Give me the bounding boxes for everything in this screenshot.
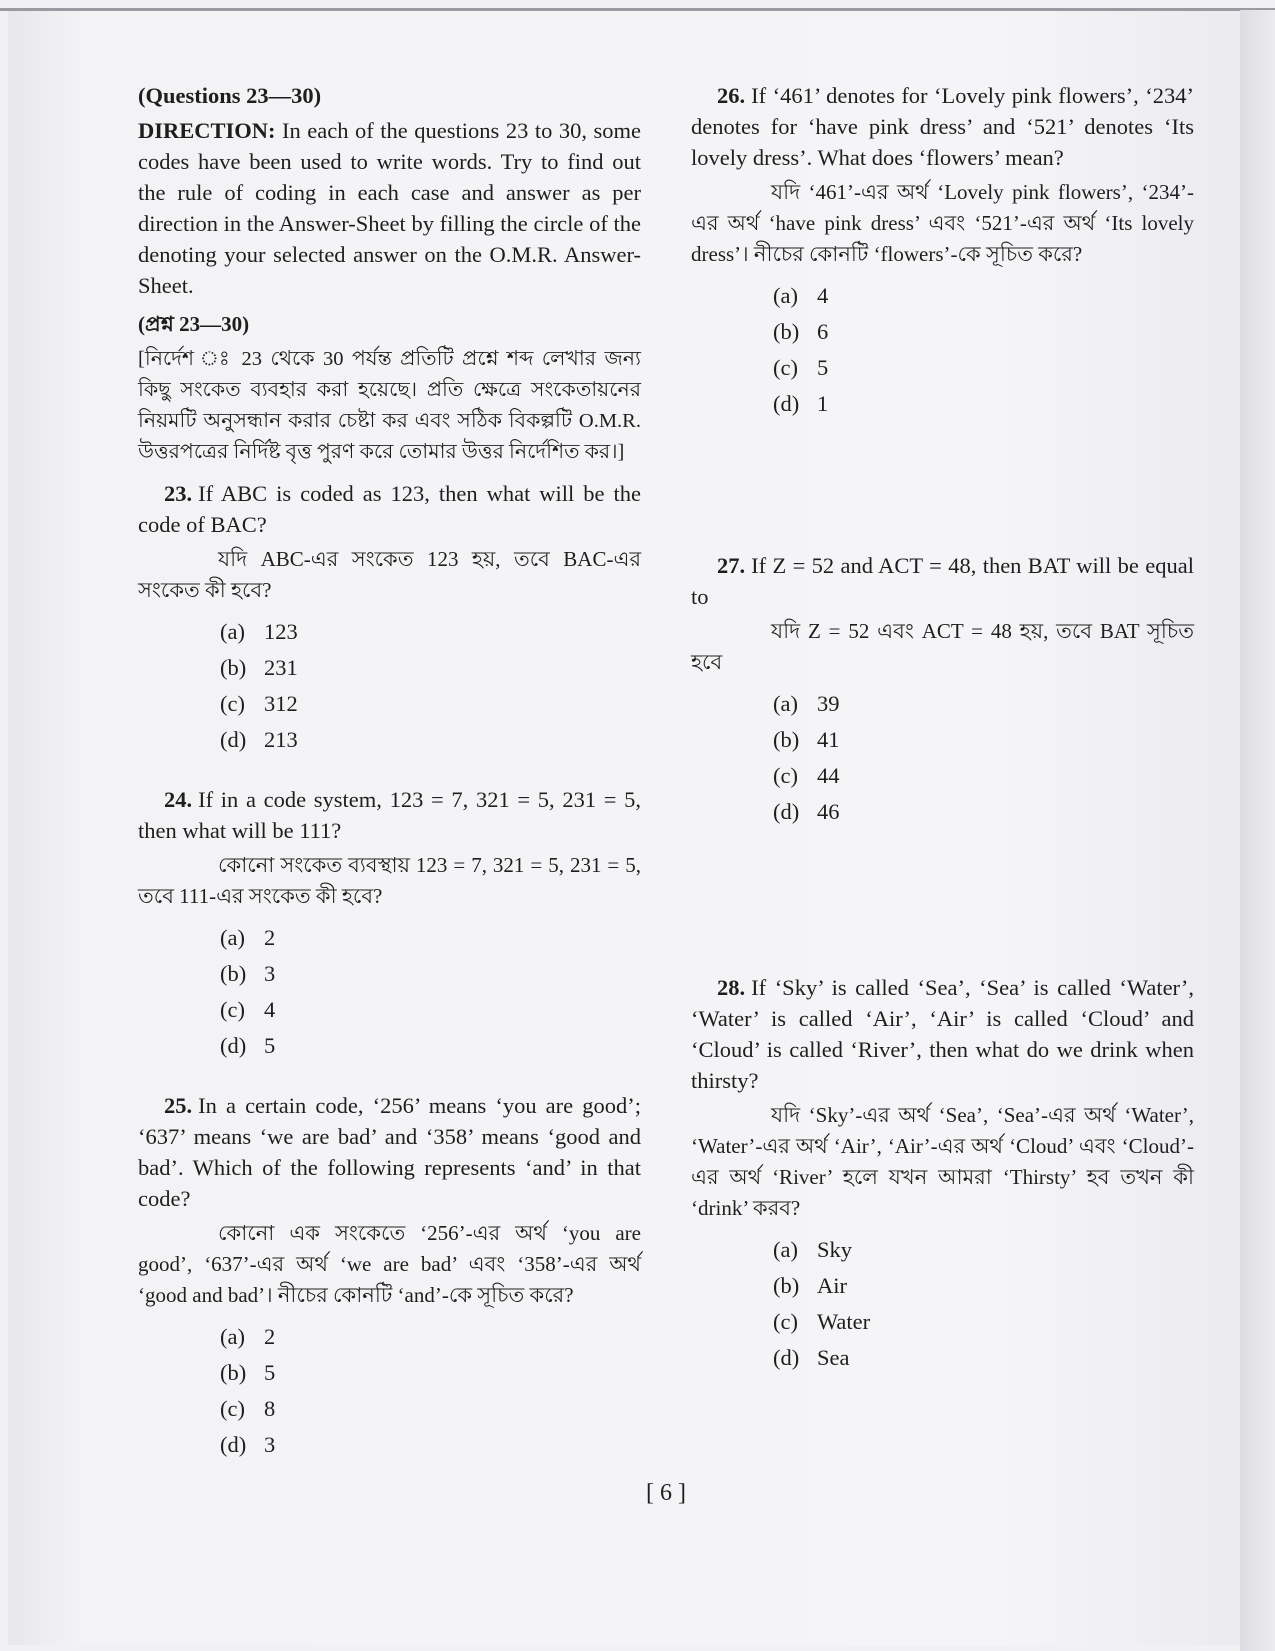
options-list (773, 278, 1194, 422)
question-bengali: কোনো এক সংকেতে ‘256’-এর অর্থ ‘you are good’, ‘637’-এর অর্থ ‘we are bad’ এবং ‘358’-এর অর্থ ‘good and bad’। নীচের কোনটি ‘and’-কে সূচিত করে? (138, 1221, 641, 1307)
option-label: (d) (220, 1432, 247, 1457)
options-list (773, 686, 1194, 830)
option-value: Air (817, 1273, 847, 1298)
top-edge-rule (0, 8, 1275, 11)
option-label: (b) (773, 1273, 800, 1298)
direction-text: In each of the questions 23 to 30, some codes have been used to write words. Try to find out the rule of coding in each case and answer as per direction in the Answer-Sheet by filling the circle of the denoting your selected answer on the O.M.R. Answer-Sheet. (138, 118, 641, 298)
option-c[interactable] (773, 350, 1194, 386)
question-english: If ABC is coded as 123, then what will be the code of BAC? (138, 481, 641, 537)
options-list (773, 1232, 1194, 1376)
question-bengali: যদি Z = 52 এবং ACT = 48 হয়, তবে BAT সূচিত হবে (691, 619, 1194, 674)
question-number: 23. (164, 481, 193, 506)
question-bengali: যদি ‘Sky’-এর অর্থ ‘Sea’, ‘Sea’-এর অর্থ ‘Water’, ‘Water’-এর অর্থ ‘Air’, ‘Air’-এর অর্থ ‘Cloud’ এবং ‘Cloud’-এর অর্থ ‘River’ হলে যখন আমরা ‘Thirsty’ হব তখন কী ‘drink’ করব? (691, 1103, 1194, 1220)
question-english: If ‘461’ denotes for ‘Lovely pink flowers’, ‘234’ denotes for ‘have pink dress’ and ‘521’ denotes ‘Its lovely dress’. What does ‘flowers’ mean? (691, 83, 1194, 170)
option-b[interactable] (773, 1268, 1194, 1304)
question-text (691, 972, 1194, 1096)
option-value: 1 (817, 391, 829, 416)
option-label: (b) (773, 727, 800, 752)
option-label: (a) (220, 619, 245, 644)
options-list (220, 614, 641, 758)
option-value: 4 (817, 283, 829, 308)
option-d[interactable] (773, 794, 1194, 830)
option-value: 46 (817, 799, 840, 824)
option-b[interactable] (773, 314, 1194, 350)
question-bengali: যদি ‘461’-এর অর্থ ‘Lovely pink flowers’, ‘234’-এর অর্থ ‘have pink dress’ এবং ‘521’-এর অর্থ ‘Its lovely dress’। নীচের কোনটি ‘flowers’-কে সূচিত করে? (691, 180, 1194, 266)
option-label: (b) (773, 319, 800, 344)
question-number: 24. (164, 787, 193, 812)
option-value: 3 (264, 961, 276, 986)
option-value: 2 (264, 925, 276, 950)
right-page-edge (1240, 10, 1275, 1651)
option-value: Sky (817, 1237, 853, 1262)
question-26 (691, 80, 1194, 422)
option-value: 44 (817, 763, 840, 788)
option-c[interactable] (773, 1304, 1194, 1340)
option-value: Sea (817, 1345, 850, 1370)
question-number: 26. (717, 83, 746, 108)
option-label: (b) (220, 961, 247, 986)
option-label: (d) (773, 391, 800, 416)
question-text (138, 784, 641, 846)
option-value: 3 (264, 1432, 276, 1457)
option-b[interactable] (220, 956, 641, 992)
bengali-direction: [নির্দেশ ঃ 23 থেকে 30 পর্যন্ত প্রতিটি প্রশ্নে শব্দ লেখার জন্য কিছু সংকেত ব্যবহার করা হয়েছে। প্রতি ক্ষেত্রে সংকেতায়নের নিয়মটি অনুসন্ধান করার চেষ্টা কর এবং সঠিক বিকল্পটি O.M.R. উত্তরপত্রের নির্দিষ্ট বৃত্ত পুরণ করে তোমার উত্তর নির্দেশিত কর।] (138, 348, 641, 463)
option-c[interactable] (220, 1391, 641, 1427)
option-value: 231 (264, 655, 298, 680)
page-number: [ 6 ] (646, 1480, 686, 1506)
option-label: (a) (773, 691, 798, 716)
left-column (138, 80, 641, 1463)
question-text (138, 1090, 641, 1214)
option-label: (d) (220, 727, 247, 752)
bengali-section-heading: (প্রশ্ন 23—30) (138, 312, 250, 336)
option-value: 5 (264, 1033, 276, 1058)
question-bengali: যদি ABC-এর সংকেত 123 হয়, তবে BAC-এর সংকেত কী হবে? (138, 547, 641, 602)
direction-paragraph (138, 115, 641, 301)
question-english: If ‘Sky’ is called ‘Sea’, ‘Sea’ is called ‘Water’, ‘Water’ is called ‘Air’, ‘Air’ is called ‘Cloud’ and ‘Cloud’ is called ‘River’, then what do we drink when thirsty? (691, 975, 1194, 1093)
option-label: (c) (773, 763, 798, 788)
option-d[interactable] (220, 1427, 641, 1463)
options-list (220, 920, 641, 1064)
option-d[interactable] (220, 1028, 641, 1064)
direction-label: DIRECTION: (138, 118, 276, 143)
option-value: 4 (264, 997, 276, 1022)
option-value: 5 (264, 1360, 276, 1385)
option-a[interactable] (773, 278, 1194, 314)
question-text (691, 80, 1194, 173)
question-bengali: কোনো সংকেত ব্যবস্থায় 123 = 7, 321 = 5, 231 = 5, তবে 111-এর সংকেত কী হবে? (138, 853, 641, 908)
option-label: (a) (220, 1324, 245, 1349)
option-a[interactable] (220, 614, 641, 650)
option-label: (d) (220, 1033, 247, 1058)
option-value: Water (817, 1309, 871, 1334)
option-value: 5 (817, 355, 829, 380)
option-value: 41 (817, 727, 840, 752)
question-number: 28. (717, 975, 746, 1000)
option-a[interactable] (220, 1319, 641, 1355)
option-b[interactable] (220, 650, 641, 686)
option-label: (b) (220, 655, 247, 680)
option-value: 123 (264, 619, 298, 644)
option-label: (c) (220, 997, 245, 1022)
option-label: (d) (773, 799, 800, 824)
option-value: 312 (264, 691, 298, 716)
option-label: (b) (220, 1360, 247, 1385)
option-label: (c) (220, 1396, 245, 1421)
option-label: (a) (773, 1237, 798, 1262)
question-24 (138, 784, 641, 1064)
option-a[interactable] (220, 920, 641, 956)
option-b[interactable] (220, 1355, 641, 1391)
option-label: (d) (773, 1345, 800, 1370)
option-value: 2 (264, 1324, 276, 1349)
option-a[interactable] (773, 1232, 1194, 1268)
option-value: 6 (817, 319, 829, 344)
option-label: (c) (773, 355, 798, 380)
option-label: (c) (220, 691, 245, 716)
question-english: If Z = 52 and ACT = 48, then BAT will be equal to (691, 553, 1194, 609)
option-value: 8 (264, 1396, 276, 1421)
question-number: 25. (164, 1093, 193, 1118)
option-c[interactable] (220, 686, 641, 722)
option-value: 39 (817, 691, 840, 716)
option-d[interactable] (220, 722, 641, 758)
question-28 (691, 972, 1194, 1376)
option-label: (a) (220, 925, 245, 950)
question-27 (691, 550, 1194, 830)
option-b[interactable] (773, 722, 1194, 758)
option-c[interactable] (773, 758, 1194, 794)
right-column (691, 80, 1194, 1376)
option-value: 213 (264, 727, 298, 752)
option-label: (a) (773, 283, 798, 308)
option-label: (c) (773, 1309, 798, 1334)
question-number: 27. (717, 553, 746, 578)
option-d[interactable] (773, 1340, 1194, 1376)
question-text (138, 478, 641, 540)
question-23 (138, 478, 641, 758)
question-english: If in a code system, 123 = 7, 321 = 5, 231 = 5, then what will be 111? (138, 787, 641, 843)
question-25 (138, 1090, 641, 1463)
question-english: In a certain code, ‘256’ means ‘you are good’; ‘637’ means ‘we are bad’ and ‘358’ means ‘good and bad’. Which of the following represents ‘and’ in that code? (138, 1093, 641, 1211)
option-c[interactable] (220, 992, 641, 1028)
section-heading: (Questions 23—30) (138, 83, 322, 108)
option-a[interactable] (773, 686, 1194, 722)
option-d[interactable] (773, 386, 1194, 422)
question-text (691, 550, 1194, 612)
options-list (220, 1319, 641, 1463)
